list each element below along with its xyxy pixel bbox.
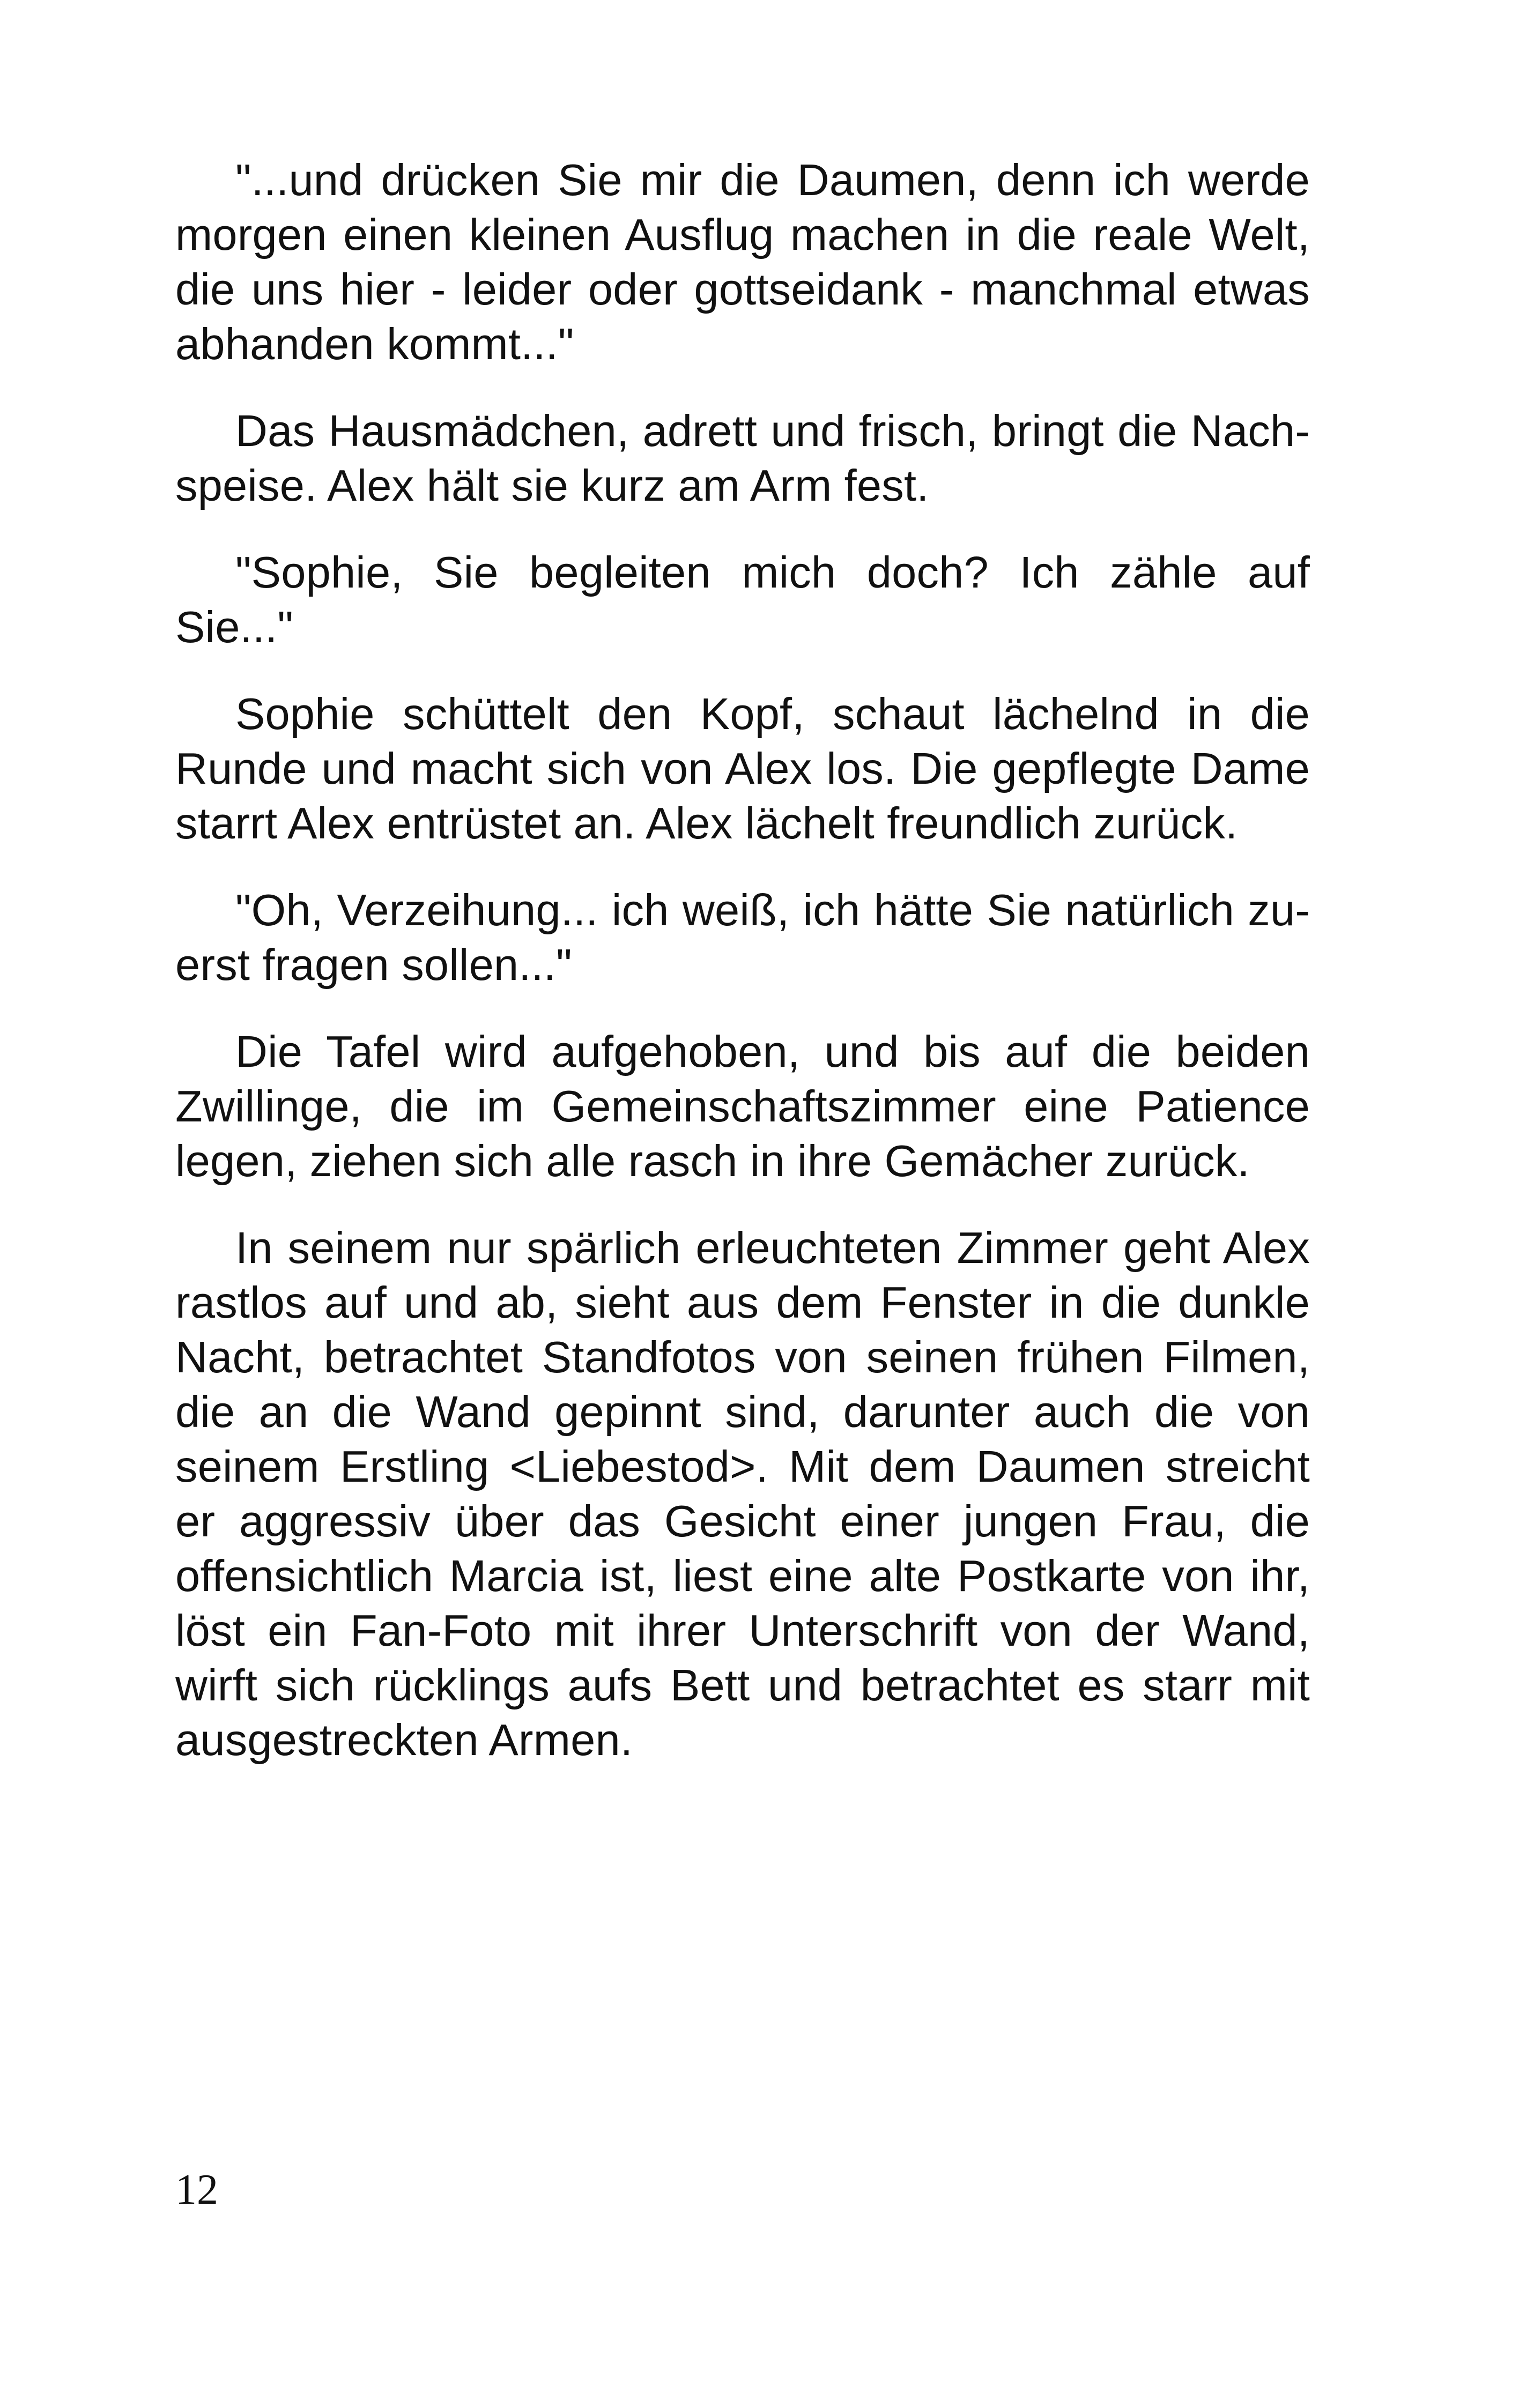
paragraph-2: Das Hausmädchen, adrett und frisch, bringt die Nachspeise. Alex hält sie kurz am Arm fest. (175, 406, 1310, 510)
paragraph-6: Die Tafel wird aufgehoben, und bis auf die beiden Zwillinge, die im Gemeinschaftszimmer eine Patience legen, ziehen sich alle rasch in ihre Gemächer zurück. (175, 1027, 1310, 1186)
paragraph-4: Sophie schüttelt den Kopf, schaut lächelnd in die Runde und macht sich von Alex los. Die gepflegte Dame starrt Alex entrüstet an. Alex lächelt freundlich zurück. (175, 689, 1310, 848)
paragraph-3: "Sophie, Sie begleiten mich doch? Ich zähle auf Sie..." (175, 547, 1310, 652)
paragraph-1: "...und drücken Sie mir die Daumen, denn ich werde morgen einen kleinen Ausflug machen in die reale Welt, die uns hier - leider oder gottseidank - manchmal etwas abhanden kommt..." (175, 155, 1310, 369)
page-number: 12 (175, 2166, 218, 2213)
paragraph-7: In seinem nur spärlich erleuchteten Zimmer geht Alex rastlos auf und ab, sieht aus dem Fenster in die dunkle Nacht, betrachtet Standfotos von seinen frühen Filmen, die an die Wand gepinnt sind, darunter auch die von seinem Erstling <Liebestod>. Mit dem Daumen streicht er aggressiv über das Gesicht einer jungen Frau, die offensichtlich Marcia ist, liest eine alte Postkarte von ihr, löst ein Fan-Foto mit ihrer Unterschrift von der Wand, wirft sich rücklings aufs Bett und betrachtet es starr mit ausgestreckten Armen. (175, 1223, 1310, 1765)
paragraph-5: "Oh, Verzeihung... ich weiß, ich hätte Sie natürlich zuerst fragen sollen..." (175, 885, 1310, 990)
body-text (175, 153, 1310, 1800)
